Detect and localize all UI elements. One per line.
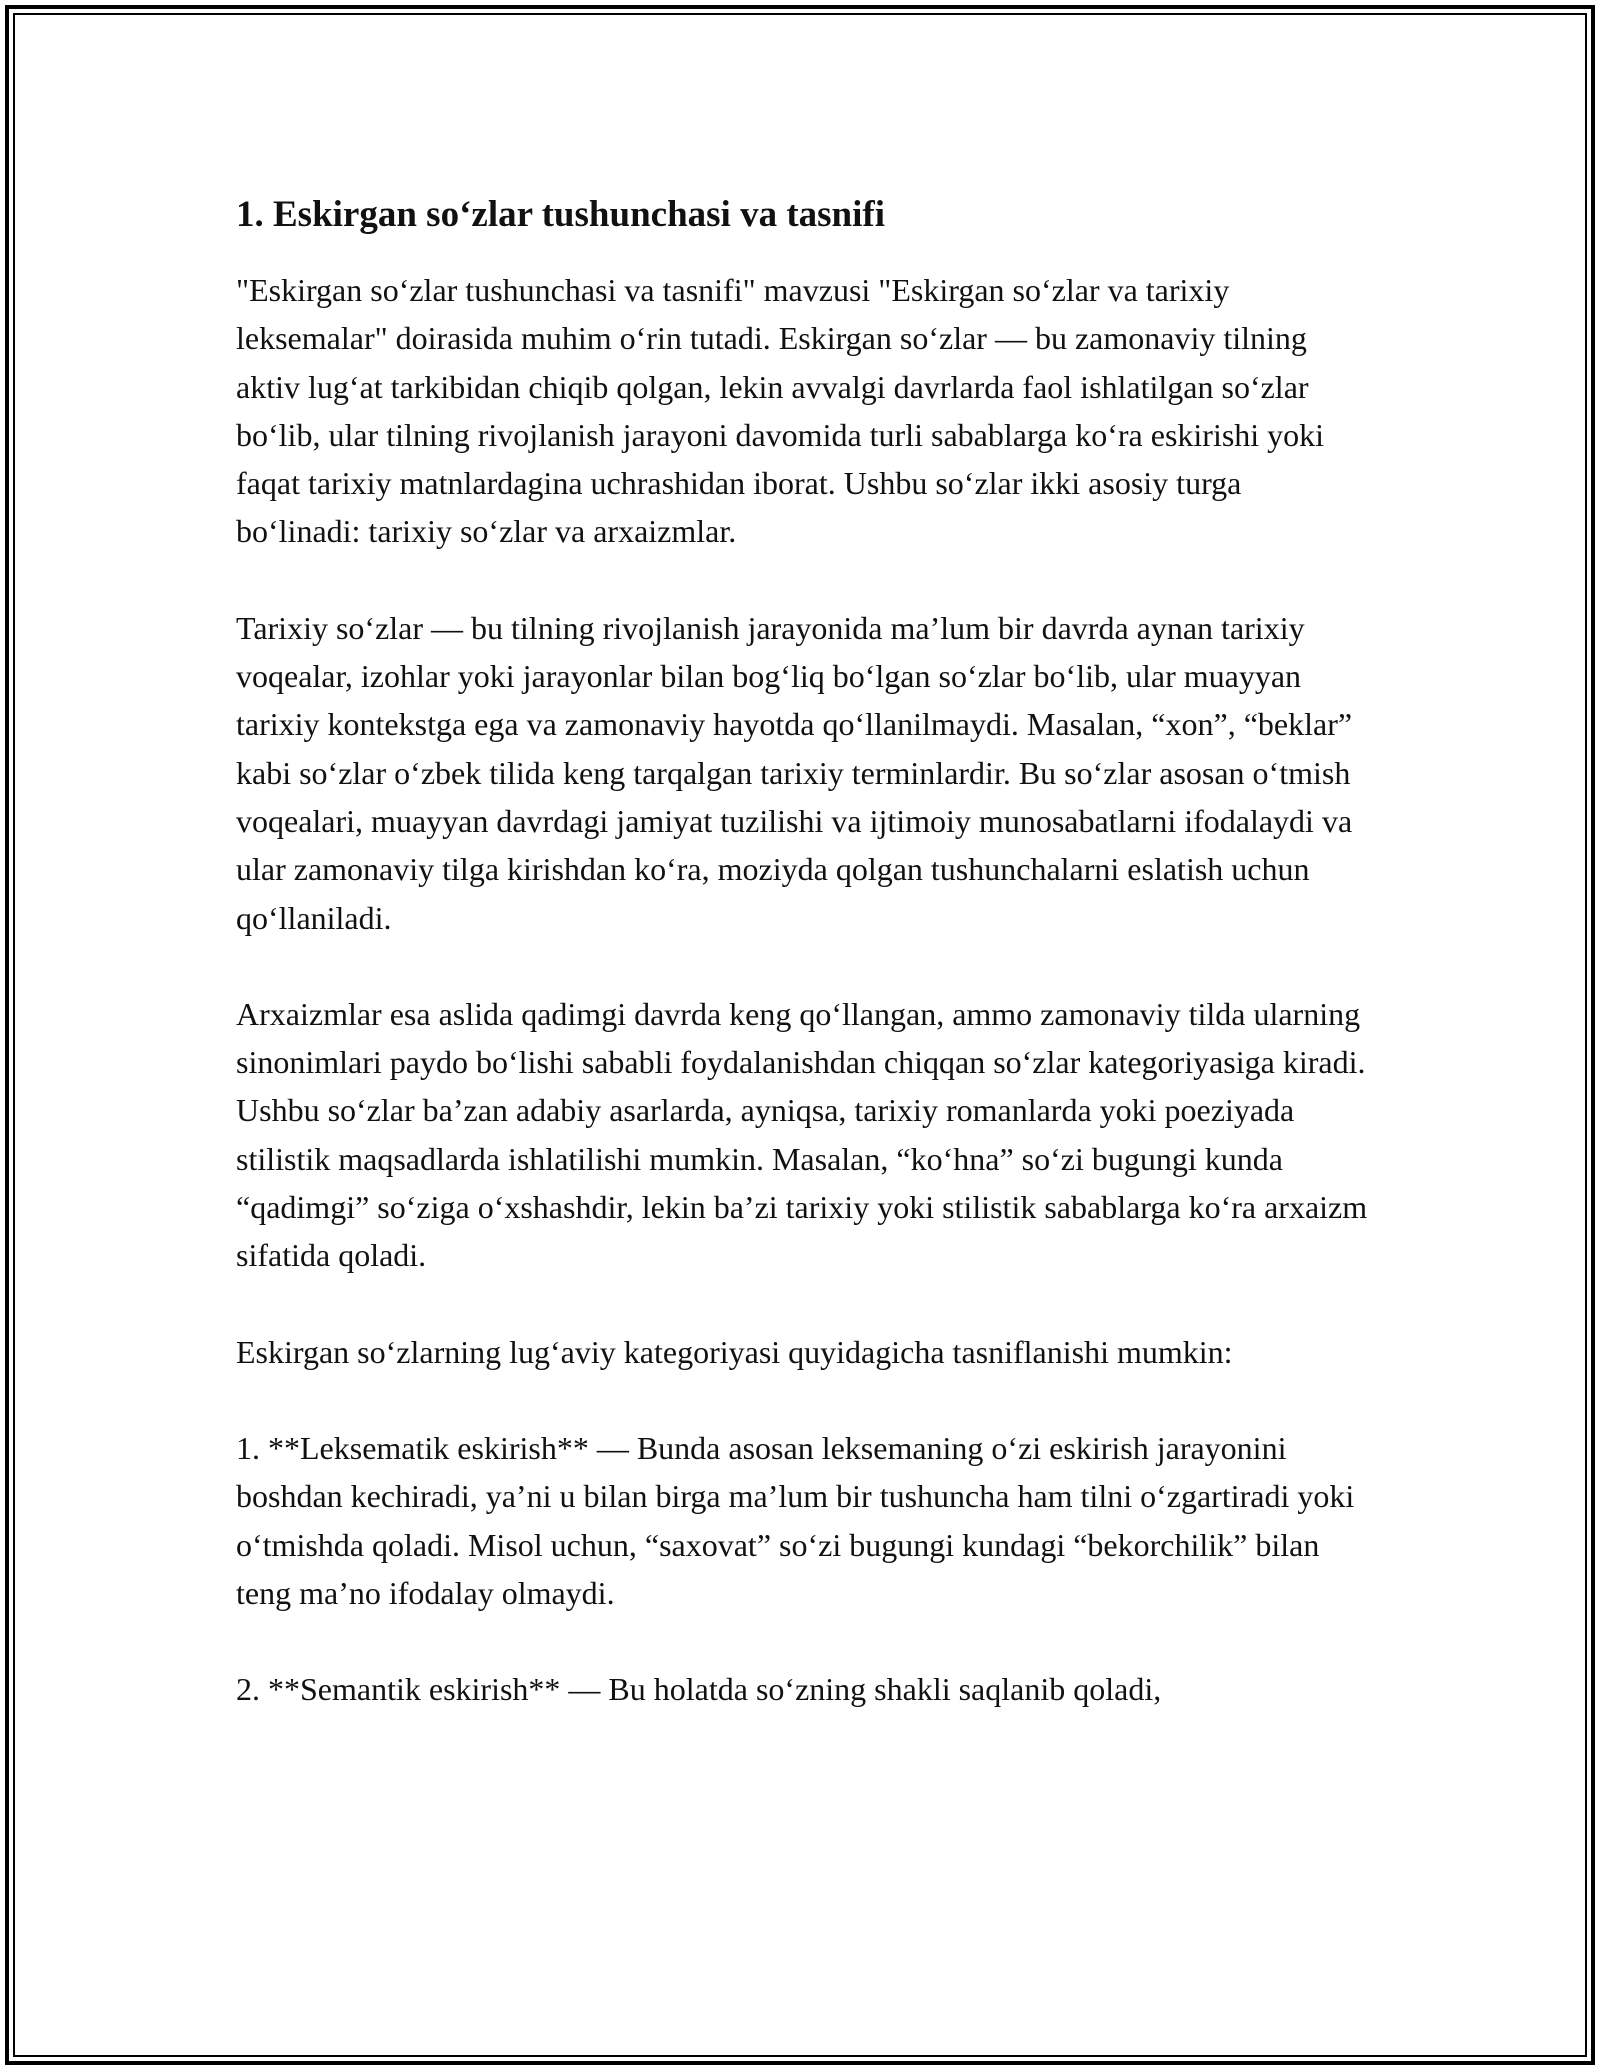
paragraph-classification-intro: Eskirgan so‘zlarning lug‘aviy kategoriyasi quyidagicha tasniflanishi mumkin: [236,1333,1233,1370]
list-item-semantic: 2. **Semantik eskirish** — Bu holatda so‘zning shakli saqlanib qoladi, [236,1671,1162,1708]
document-body [236,190,1371,1761]
paragraph-intro: "Eskirgan so‘zlar tushunchasi va tasnifi" mavzusi "Eskirgan so‘zlar va tarixiy leksemalar" doirasida muhim o‘rin tutadi. Eskirgan so‘zlar — bu zamonaviy tilning aktiv lug‘at tarkibidan chiqib qolgan, lekin avvalgi davrlarda faol ishlatilgan so‘zlar bo‘lib, ular tilning rivojlanish jarayoni davomida turli sabablarga ko‘ra eskirishi yoki faqat tarixiy matnlardagina uchrashidan iborat. Ushbu so‘zlar ikki asosiy turga bo‘linadi: tarixiy so‘zlar va arxaizmlar. [236,272,1325,550]
paragraph-historical-words: Tarixiy so‘zlar — bu tilning rivojlanish jarayonida ma’lum bir davrda aynan tarixiy voqealar, izohlar yoki jarayonlar bilan bog‘liq bo‘lgan so‘zlar bo‘lib, ular muayyan tarixiy kontekstga ega va zamonaviy hayotda qo‘llanilmaydi. Masalan, “xon”, “beklar” kabi so‘zlar o‘zbek tilida keng tarqalgan tarixiy terminlardir. Bu so‘zlar asosan o‘tmish voqealari, muayyan davrdagi jamiyat tuzilishi va ijtimoiy munosabatlarni ifodalaydi va ular zamonaviy tilga kirishdan ko‘ra, moziyda qolgan tushunchalarni eslatish uchun qo‘llaniladi. [236,609,1353,936]
list-item-lexematic: 1. **Leksematik eskirish** — Bunda asosan leksemaning o‘zi eskirish jarayonini boshdan kechiradi, ya’ni u bilan birga ma’lum bir tushuncha ham tilni o‘zgartiradi yoki o‘tmishda qoladi. Misol uchun, “saxovat” so‘zi bugungi kundagi “bekorchilik” bilan teng ma’no ifodalay olmaydi. [236,1429,1355,1611]
paragraph-archaisms: Arxaizmlar esa aslida qadimgi davrda keng qo‘llangan, ammo zamonaviy tilda ularning sinonimlari paydo bo‘lishi sababli foydalanishdan chiqqan so‘zlar kategoriyasiga kiradi. Ushbu so‘zlar ba’zan adabiy asarlarda, ayniqsa, tarixiy romanlarda yoki poeziyada stilistik maqsadlarda ishlatilishi mumkin. Masalan, “ko‘hna” so‘zi bugungi kunda “qadimgi” so‘ziga o‘xshashdir, lekin ba’zi tarixiy yoki stilistik sabablarga ko‘ra arxaizm sifatida qoladi. [236,995,1368,1274]
section-heading: 1. Eskirgan so‘zlar tushunchasi va tasnifi [236,194,885,235]
